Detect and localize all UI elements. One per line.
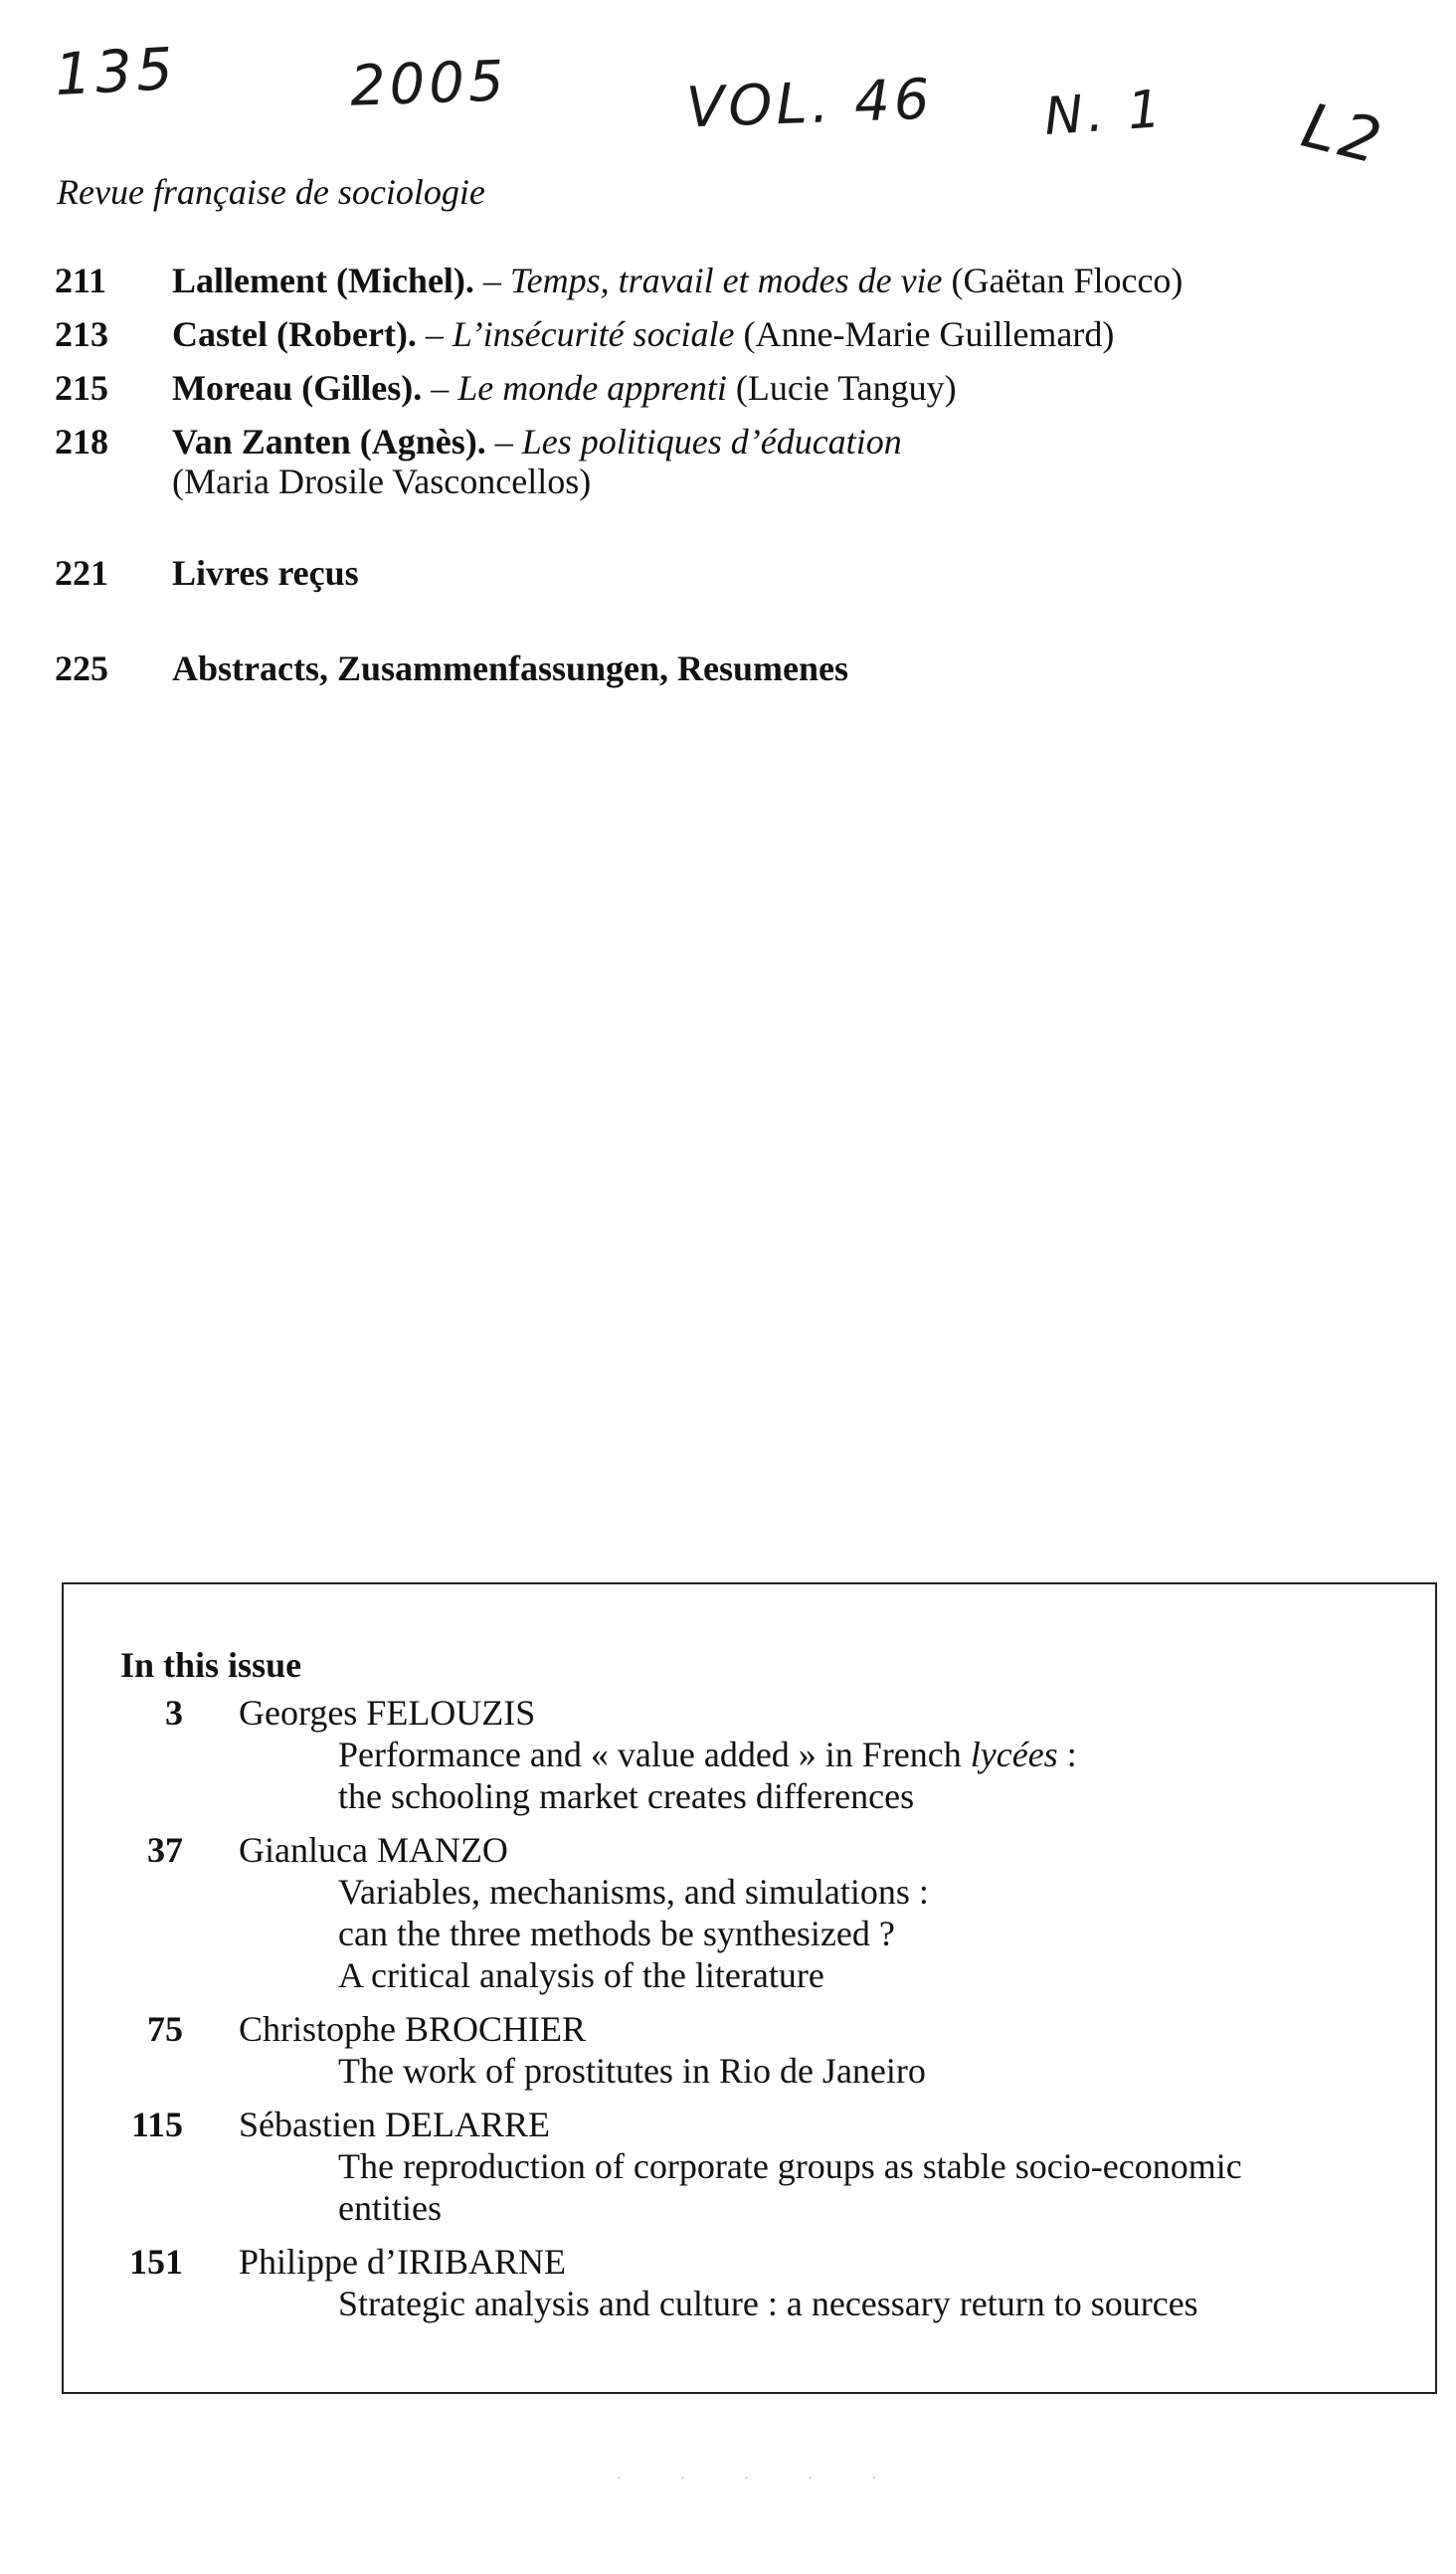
handwritten-volume: VOL. 46 bbox=[684, 67, 935, 141]
issue-entry bbox=[64, 1829, 1435, 1996]
toc-author: Moreau (Gilles). bbox=[172, 368, 423, 408]
toc-row bbox=[55, 261, 1407, 300]
toc-page: 211 bbox=[55, 261, 107, 300]
entry-title-line: A critical analysis of the literature bbox=[338, 1955, 824, 1995]
entry-italic-word: lycées bbox=[970, 1735, 1058, 1774]
toc-separator: – bbox=[485, 422, 522, 461]
toc-page: 213 bbox=[55, 314, 108, 354]
entry-author: Philippe d’IRIBARNE bbox=[239, 2242, 566, 2282]
toc-reviewer: (Lucie Tanguy) bbox=[726, 368, 957, 408]
entry-page: 3 bbox=[165, 1693, 183, 1733]
toc-reviewer: (Anne-Marie Guillemard) bbox=[734, 314, 1115, 354]
entry-title-line: The reproduction of corporate groups as stable socio-economic bbox=[338, 2146, 1242, 2186]
issue-entry bbox=[64, 2008, 1435, 2092]
toc-title: Les politiques d’éducation bbox=[521, 422, 902, 461]
toc-separator: – bbox=[473, 261, 510, 300]
entry-author: Christophe BROCHIER bbox=[239, 2009, 587, 2049]
section-page: 225 bbox=[55, 648, 108, 688]
journal-title: Revue française de sociologie bbox=[57, 172, 485, 212]
issue-entry bbox=[64, 2104, 1435, 2229]
section-label: Abstracts, Zusammenfassungen, Resumenes bbox=[172, 648, 849, 688]
toc-separator: – bbox=[416, 314, 453, 354]
entry-page: 115 bbox=[130, 2105, 183, 2144]
toc-separator: – bbox=[422, 368, 458, 408]
entry-title-line: The work of prostitutes in Rio de Janeiro bbox=[338, 2051, 926, 2091]
toc-author: Van Zanten (Agnès). bbox=[172, 422, 486, 461]
entry-title-line: entities bbox=[338, 2188, 442, 2228]
toc-reviewer: (Maria Drosile Vasconcellos) bbox=[172, 461, 592, 501]
toc-author: Lallement (Michel). bbox=[172, 261, 474, 300]
toc-title: Le monde apprenti bbox=[457, 368, 727, 408]
entry-author: Gianluca MANZO bbox=[239, 1830, 508, 1870]
toc-author: Castel (Robert). bbox=[172, 314, 417, 354]
toc-title: Temps, travail et modes de vie bbox=[509, 261, 943, 300]
entry-page: 37 bbox=[147, 1830, 183, 1870]
scan-specks: · · · · · bbox=[617, 2472, 905, 2486]
handwritten-shelf-mark: L2 bbox=[1295, 89, 1392, 179]
toc-reviewer: (Gaëtan Flocco) bbox=[942, 261, 1183, 300]
issue-entry bbox=[64, 1692, 1435, 1817]
entry-title-line: Variables, mechanisms, and simulations : bbox=[338, 1872, 929, 1912]
entry-title-line: Strategic analysis and culture : a necessary return to sources bbox=[338, 2284, 1198, 2323]
section-page: 221 bbox=[55, 553, 108, 593]
handwritten-number: 135 bbox=[53, 34, 179, 109]
section-label: Livres reçus bbox=[172, 553, 359, 593]
entry-title-line: can the three methods be synthesized ? bbox=[338, 1914, 895, 1953]
toc-page: 215 bbox=[55, 368, 108, 408]
toc-title: L’insécurité sociale bbox=[452, 314, 735, 354]
entry-page: 75 bbox=[147, 2009, 183, 2049]
entry-author: Sébastien DELARRE bbox=[239, 2105, 550, 2144]
toc-page: 218 bbox=[55, 422, 108, 461]
section-row bbox=[55, 648, 1407, 688]
in-this-issue-heading: In this issue bbox=[120, 1645, 302, 1685]
issue-entry bbox=[64, 2241, 1435, 2324]
in-this-issue-box bbox=[62, 1582, 1437, 2394]
toc-row bbox=[55, 422, 1407, 501]
toc-row bbox=[55, 368, 1407, 408]
entry-author: Georges FELOUZIS bbox=[239, 1693, 536, 1733]
section-row bbox=[55, 553, 1407, 593]
handwritten-issue: N. 1 bbox=[1042, 79, 1167, 148]
toc-row bbox=[55, 314, 1407, 354]
entry-title-line: Performance and « value added » in French lycées : bbox=[338, 1735, 1077, 1774]
entry-title-line: the schooling market creates differences bbox=[338, 1776, 915, 1816]
handwritten-year: 2005 bbox=[348, 49, 509, 119]
entry-page: 151 bbox=[129, 2242, 183, 2282]
table-of-contents bbox=[55, 261, 1407, 688]
